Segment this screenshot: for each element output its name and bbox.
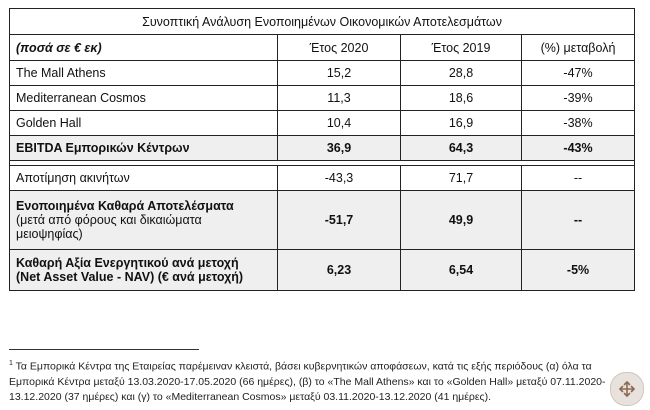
table-header-row (10, 35, 635, 61)
value-2020: 10,4 (278, 111, 401, 136)
value-2020: 6,23 (278, 250, 401, 291)
table-row-ebitda (10, 136, 635, 161)
value-change: -47% (522, 61, 635, 86)
value-2019: 6,54 (401, 250, 522, 291)
value-change: -- (522, 166, 635, 191)
table-row (10, 111, 635, 136)
footnote-divider (9, 349, 199, 350)
row-label-block (10, 191, 278, 250)
row-label: Mediterranean Cosmos (10, 86, 278, 111)
value-change: -- (522, 191, 635, 250)
expand-arrows-icon (618, 380, 636, 398)
table-row-net-results (10, 191, 635, 250)
value-2019: 16,9 (401, 111, 522, 136)
table-row (10, 166, 635, 191)
value-change: -39% (522, 86, 635, 111)
footnote-marker: 1 (9, 360, 13, 367)
value-change: -38% (522, 111, 635, 136)
row-label: Αποτίμηση ακινήτων (10, 166, 278, 191)
value-2019: 71,7 (401, 166, 522, 191)
value-2019: 18,6 (401, 86, 522, 111)
row-label: Καθαρή Αξία Ενεργητικού ανά μετοχή (16, 256, 239, 270)
financial-summary-table (9, 8, 635, 291)
value-2020: 11,3 (278, 86, 401, 111)
row-label-secondary: (Net Asset Value - NAV) (€ ανά μετοχή) (16, 270, 244, 284)
row-label: Ενοποιημένα Καθαρά Αποτελέσματα (16, 199, 234, 213)
header-label: (ποσά σε € εκ) (10, 35, 278, 61)
table-row-nav (10, 250, 635, 291)
header-year-2019: Έτος 2019 (401, 35, 522, 61)
value-change: -43% (522, 136, 635, 161)
expand-button[interactable] (610, 372, 644, 406)
value-2019: 49,9 (401, 191, 522, 250)
row-label: Golden Hall (10, 111, 278, 136)
row-label-block (10, 250, 278, 291)
value-2020: -43,3 (278, 166, 401, 191)
table-row (10, 86, 635, 111)
value-2020: 15,2 (278, 61, 401, 86)
value-2020: -51,7 (278, 191, 401, 250)
value-2019: 28,8 (401, 61, 522, 86)
value-2020: 36,9 (278, 136, 401, 161)
table-title: Συνοπτική Ανάλυση Ενοποιημένων Οικονομικών Αποτελεσμάτων (10, 9, 635, 35)
header-year-2020: Έτος 2020 (278, 35, 401, 61)
footnote (9, 356, 639, 405)
table-row (10, 61, 635, 86)
header-change: (%) μεταβολή (522, 35, 635, 61)
row-sublabel: (μετά από φόρους και δικαιώματα μειοψηφίας) (16, 213, 202, 241)
footnote-text: Τα Εμπορικά Κέντρα της Εταιρείας παρέμειναν κλειστά, βάσει κυβερνητικών αποφάσεων, κατά τις εξής περιόδους (α) όλα τα Εμπορικά Κέντρα μεταξύ 13.03.2020-17.05.2020 (66 ημέρες), (β) το «The Mall Athens» και το «Golden Hall» μεταξύ 07.11.2020-13.12.2020 (37 ημέρες) και (γ) το «Mediterranean Cosmos» μεταξύ 03.11.2020-13.12.2020 (41 ημέρες). (9, 360, 606, 403)
value-2019: 64,3 (401, 136, 522, 161)
row-label: EBITDA Εμπορικών Κέντρων (10, 136, 278, 161)
row-label: The Mall Athens (10, 61, 278, 86)
value-change: -5% (522, 250, 635, 291)
